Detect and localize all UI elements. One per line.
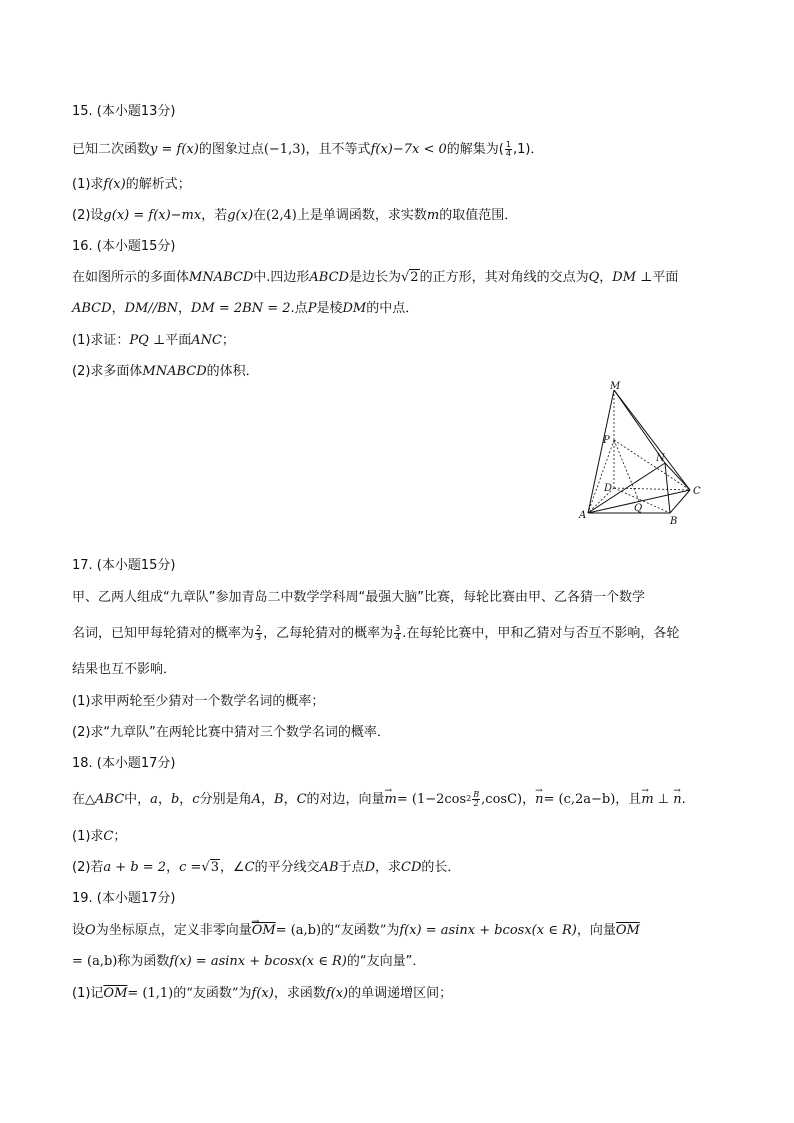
text-fragment: 的平分线交	[254, 860, 320, 875]
text-fragment: ，	[283, 792, 297, 807]
text-fragment: = (a,b)的“友函数”为	[275, 923, 400, 938]
text-fragment: = (c,2a−b)，且	[543, 792, 642, 807]
q15-part-2	[72, 208, 517, 224]
text-fragment: (1)求	[72, 829, 104, 844]
text-fragment: MNABCD	[142, 364, 207, 379]
text-fragment: 1	[505, 140, 511, 149]
q17-header: 17. (本小题15分)	[72, 558, 176, 573]
q16-part-1	[72, 333, 235, 349]
text-fragment: P	[307, 301, 317, 316]
text-fragment: A	[251, 792, 261, 807]
text-fragment: 的解析式；	[125, 177, 191, 192]
text-fragment: a	[150, 792, 158, 807]
text-fragment: → $\overline{OM}$	[252, 923, 276, 939]
text-fragment: 的体积．	[206, 364, 259, 379]
text-fragment: c =	[179, 860, 202, 875]
text-fragment: ABCD	[309, 270, 349, 285]
q17-line-1: 甲、乙两人组成“九章队”参加青岛二中数学学科周“最强大脑”比赛，每轮比赛由甲、乙各猜一个数学	[72, 590, 645, 605]
text-fragment: .点	[290, 301, 308, 316]
text-fragment	[394, 625, 401, 642]
text-fragment: ⊥	[653, 792, 674, 807]
q19-header: 19. (本小题17分)	[72, 891, 176, 906]
text-fragment: 名词，已知甲每轮猜对的概率为	[72, 626, 255, 641]
text-fragment: → m	[385, 792, 397, 808]
q16-line-1: 在如图所示的多面体MNABCD中.四边形ABCD是边长为√2的正方形，其对角线的交点为Q，DM ⊥平面	[72, 270, 679, 285]
text-fragment: 4	[505, 149, 511, 158]
text-fragment: f(x)	[325, 986, 349, 1001]
edge-MC	[614, 390, 690, 490]
text-fragment: CD	[401, 860, 422, 875]
text-fragment: 中，	[124, 792, 151, 807]
text-fragment: a + b = 2	[103, 860, 167, 875]
text-fragment: PQ ⊥	[129, 333, 166, 348]
text-fragment: 3	[256, 633, 262, 642]
label-Q: Q	[634, 503, 643, 514]
text-fragment: f(x)	[251, 986, 274, 1001]
polyhedron-figure	[570, 380, 710, 525]
text-fragment: 在	[253, 208, 267, 223]
text-fragment: D	[364, 860, 376, 875]
text-fragment: C	[296, 792, 307, 807]
q17-line-2	[72, 625, 679, 642]
q15-part-1	[72, 177, 191, 193]
text-fragment: 已知二次函数	[72, 142, 151, 157]
text-fragment: DM//BN	[124, 301, 178, 316]
text-fragment: ，求函数	[273, 986, 326, 1001]
text-fragment: DM ⊥	[612, 270, 653, 285]
text-fragment: 的长．	[421, 860, 461, 875]
text-fragment: C	[244, 860, 255, 875]
text-fragment: 是棱	[316, 301, 343, 316]
text-fragment: ABCD	[72, 301, 112, 316]
edge-NC	[665, 463, 690, 490]
q17-line-3: 结果也互不影响．	[72, 662, 177, 677]
text-fragment: (2,4)	[266, 208, 297, 223]
text-fragment: C	[103, 829, 114, 844]
text-fragment: (1)求	[72, 177, 104, 192]
text-fragment: .在每轮比赛中，甲和乙猜对与否互不影响，各轮	[402, 626, 680, 641]
edge-PC	[614, 440, 690, 490]
edge-NB	[665, 463, 670, 513]
q16-part-2	[72, 364, 259, 380]
text-fragment: ，且不等式	[305, 142, 371, 157]
text-fragment: 设	[72, 923, 86, 938]
text-fragment: → n	[673, 792, 681, 808]
text-fragment: AB	[319, 860, 339, 875]
text-fragment: ，	[178, 301, 192, 316]
text-fragment: 为坐标原点，定义非零向量	[95, 923, 252, 938]
q16-line-2	[72, 301, 418, 317]
text-fragment: 在如图所示的多面体	[72, 270, 190, 285]
text-fragment: m	[426, 208, 440, 223]
text-fragment: → n	[535, 792, 543, 808]
q19-part-1	[72, 986, 452, 1002]
label-D: D	[604, 483, 613, 494]
text-fragment: ，若	[201, 208, 228, 223]
text-fragment: g(x) = f(x)−mx	[103, 208, 202, 223]
text-fragment: 的正方形，其对角线的交点为	[419, 270, 589, 285]
text-fragment: 2	[256, 624, 262, 633]
text-fragment: 的对边，向量	[306, 792, 385, 807]
label-B: B	[670, 516, 678, 525]
text-fragment: 的解集为(	[446, 142, 504, 157]
text-fragment: = (1,1)的“友函数”为	[127, 986, 252, 1001]
text-fragment: 是边长为	[348, 270, 401, 285]
text-fragment: (1)记	[72, 986, 104, 1001]
text-fragment: ，	[157, 792, 171, 807]
label-M: M	[610, 381, 621, 392]
text-fragment: 分别是角	[199, 792, 252, 807]
label-C: C	[693, 486, 701, 497]
text-fragment: 的取值范围．	[439, 208, 518, 223]
text-fragment: 3	[210, 860, 219, 875]
text-fragment: f(x) = asinx + bcosx(x ∈ R)	[399, 923, 577, 938]
label-N: N	[656, 453, 665, 464]
text-fragment: B	[274, 792, 284, 807]
q19-line-1	[72, 923, 640, 939]
text-fragment: ；	[113, 829, 127, 844]
text-fragment: (−1,3)	[263, 142, 306, 157]
text-fragment: 的图象过点	[198, 142, 264, 157]
text-fragment: ANC	[191, 333, 222, 348]
text-fragment: ，	[260, 792, 274, 807]
text-fragment: g(x)	[227, 208, 254, 223]
text-fragment: (2)求多面体	[72, 364, 143, 379]
label-P: P	[603, 435, 610, 446]
text-fragment: Q	[588, 270, 600, 285]
text-fragment: ，	[166, 860, 180, 875]
text-fragment: b	[170, 792, 180, 807]
text-fragment: ，向量	[576, 923, 616, 938]
text-fragment: ，	[599, 270, 613, 285]
text-fragment: .	[681, 792, 686, 807]
text-fragment: 的“友向量”．	[346, 954, 426, 969]
text-fragment: 2	[466, 794, 472, 803]
text-fragment: ，	[179, 792, 193, 807]
edge-PQ	[614, 440, 639, 501]
text-fragment: ,cosC)，	[481, 792, 536, 807]
text-fragment: (2)若	[72, 860, 104, 875]
text-fragment: $\overline{OM}$	[615, 923, 640, 938]
text-fragment: $\overline{OM}$	[103, 986, 128, 1001]
text-fragment: 于点	[338, 860, 365, 875]
text-fragment: 2	[410, 270, 419, 285]
text-fragment: MNABCD	[189, 270, 254, 285]
text-fragment: △ABC	[85, 792, 125, 807]
text-fragment: f(x)	[103, 177, 126, 192]
q18-part-1	[72, 829, 126, 845]
text-fragment: ,1)．	[512, 142, 544, 157]
q18-header: 18. (本小题17分)	[72, 756, 176, 771]
q15-header: 15. (本小题13分)	[72, 104, 176, 119]
q18-line-1	[72, 791, 686, 808]
text-fragment: 的中点．	[366, 301, 419, 316]
text-fragment: ，求	[375, 860, 402, 875]
text-fragment: 2	[473, 799, 479, 808]
text-fragment: 平面	[165, 333, 192, 348]
text-fragment: y = f(x)	[150, 142, 199, 157]
text-fragment	[255, 625, 262, 642]
text-fragment: B	[473, 790, 480, 799]
text-fragment: O	[85, 923, 96, 938]
q18-part-2: (2)若a + b = 2，c =√3，∠C的平分线交AB于点D，求CD的长．	[72, 860, 461, 875]
text-fragment: 中.四边形	[253, 270, 310, 285]
text-fragment: (1)求证：	[72, 333, 130, 348]
text-fragment: 上是单调函数，求实数	[296, 208, 427, 223]
text-fragment: DM = 2BN = 2	[191, 301, 291, 316]
text-fragment: 的单调递增区间；	[348, 986, 453, 1001]
text-fragment: = (a,b)称为函数	[72, 954, 170, 969]
label-A: A	[579, 510, 587, 521]
text-fragment: ，乙每轮猜对的概率为	[263, 626, 394, 641]
q15-line-1	[72, 141, 543, 158]
text-fragment: 4	[395, 633, 401, 642]
q17-part-2: (2)求“九章队”在两轮比赛中猜对三个数学名词的概率．	[72, 725, 390, 740]
text-fragment	[505, 141, 512, 158]
q16-header: 16. (本小题15分)	[72, 239, 176, 254]
text-fragment: (2)设	[72, 208, 104, 223]
text-fragment: DM	[342, 301, 367, 316]
text-fragment: ，∠	[220, 860, 245, 875]
text-fragment	[472, 791, 480, 808]
text-fragment: 在	[72, 792, 86, 807]
q19-line-2	[72, 954, 425, 970]
text-fragment: 3	[395, 624, 401, 633]
text-fragment: → m	[641, 792, 653, 808]
text-fragment: f(x)−7x < 0	[370, 142, 447, 157]
text-fragment: ；	[221, 333, 235, 348]
text-fragment: 平面	[652, 270, 679, 285]
text-fragment: = (1−2cos	[396, 792, 467, 807]
q17-part-1: (1)求甲两轮至少猜对一个数学名词的概率；	[72, 694, 325, 709]
text-fragment: f(x) = asinx + bcosx(x ∈ R)	[169, 954, 347, 969]
text-fragment: c	[192, 792, 200, 807]
text-fragment: ，	[111, 301, 125, 316]
